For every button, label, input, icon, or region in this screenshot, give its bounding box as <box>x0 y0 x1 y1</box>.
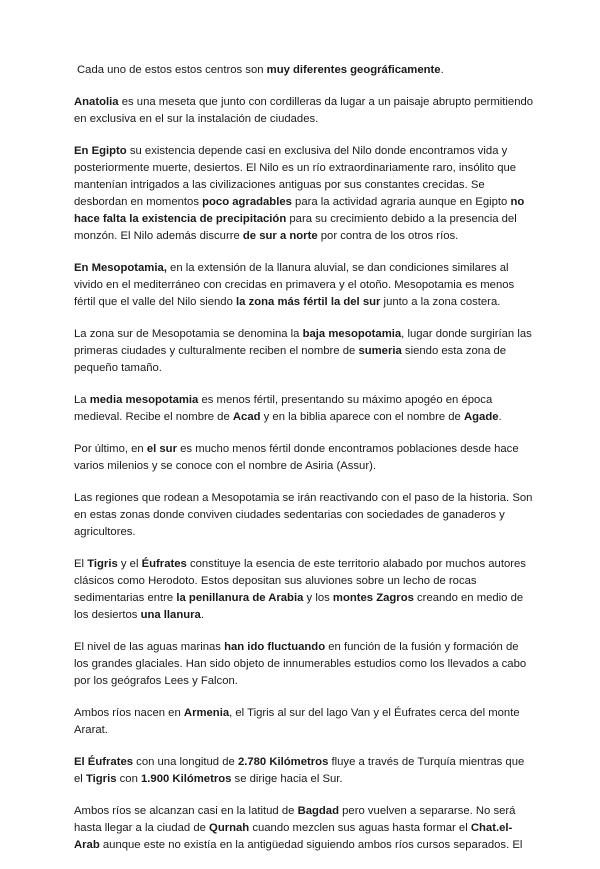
body-text: para su crecimiento debido a la presencia del monzón. El Nilo además discurre <box>74 213 517 242</box>
body-text: en la extensión de la llanura aluvial, se dan condiciones similares al vivido en el mediterráneo con crecidas en primavera y el otoño. Mesopotamia es menos fértil que el valle del Nilo siendo <box>74 262 515 308</box>
paragraph <box>74 143 534 245</box>
paragraph <box>74 639 534 690</box>
body-text: La <box>74 394 90 406</box>
bold-text: sumeria <box>358 345 402 357</box>
bold-text: media mesopotamia <box>89 394 199 406</box>
body-text: . <box>200 609 204 621</box>
body-text: . <box>440 64 444 76</box>
body-text: constituye la esencia de este territorio alabado por muchos autores clásicos como Herodoto. Estos depositan sus aluviones sobre un lecho de rocas sedimentarias entre <box>74 558 526 604</box>
body-text: es menos fértil, presentando su máximo apogéo en época medieval. Recibe el nombre de <box>74 394 493 423</box>
bold-text: El Éufrates <box>74 756 134 768</box>
body-text: en función de la fusión y formación de los grandes glaciales. Han sido objeto de innumerables estudios como los llevados a cabo por los geógrafos Lees y Falcon. <box>74 641 527 687</box>
body-text: Las regiones que rodean a Mesopotamia se irán reactivando con el paso de la historia. Son en estas zonas donde conviven ciudades sedentarias con sociedades de ganaderos y agricultores. <box>74 492 533 538</box>
paragraph <box>74 94 534 128</box>
paragraph <box>74 705 534 739</box>
paragraph <box>74 441 534 475</box>
bold-text: En Egipto <box>74 145 127 157</box>
body-text: su existencia depende casi en exclusiva del Nilo donde encontramos vida y posteriormente muerte, desiertos. El Nilo es un río extraordinariamente raro, insólito que mantenían intrigados a las civilizaciones antiguas por sus constantes crecidas. Se desbordan en momentos <box>74 145 517 208</box>
body-text: El nivel de las aguas marinas <box>74 641 225 653</box>
body-text: , el Tigris al sur del lago Van y el Éufrates cerca del monte Ararat. <box>74 707 520 736</box>
body-text: La zona sur de Mesopotamia se denomina la <box>74 328 303 340</box>
bold-text: poco agradables <box>202 196 292 208</box>
body-text: junto a la zona costera. <box>380 296 501 308</box>
body-text: y en la biblia aparece con el nombre de <box>260 411 464 423</box>
bold-text: baja mesopotamia <box>302 328 402 340</box>
paragraph <box>74 754 534 788</box>
body-text: , lugar donde surgirían las primeras ciudades y culturalmente reciben el nombre de <box>74 328 532 357</box>
body-text: Ambos ríos nacen en <box>74 707 184 719</box>
paragraph <box>77 62 534 79</box>
body-text: por contra de los otros ríos. <box>317 230 459 242</box>
body-text: cuando mezclen sus aguas hasta formar el <box>249 822 471 834</box>
bold-text: han ido fluctuando <box>224 641 326 653</box>
bold-text: Anatolia <box>74 96 119 108</box>
paragraph <box>74 392 534 426</box>
bold-text: Agade <box>463 411 499 423</box>
bold-text: la penillanura de Arabia <box>176 592 304 604</box>
bold-text: Tigris <box>87 558 118 570</box>
body-text: siendo esta zona de pequeño tamaño. <box>74 345 507 374</box>
bold-text: Armenia <box>183 707 230 719</box>
bold-text: el sur <box>146 443 177 455</box>
paragraph <box>74 490 534 541</box>
body-text: para la actividad agraria aunque en Egipto <box>291 196 511 208</box>
bold-text: Éufrates <box>141 558 187 570</box>
bold-text: Qurnah <box>209 822 250 834</box>
paragraph <box>74 556 534 624</box>
body-text: y los <box>303 592 333 604</box>
body-text: Por último, en <box>74 443 147 455</box>
body-text: es una meseta que junto con cordilleras da lugar a un paisaje abrupto permitiendo en exclusiva en el sur la instalación de ciudades. <box>74 96 534 125</box>
bold-text: 1.900 Kilómetros <box>141 773 232 785</box>
document-page <box>74 62 534 869</box>
body-text: Cada uno de estos estos centros son <box>77 64 267 76</box>
bold-text: muy diferentes geográficamente <box>266 64 441 76</box>
bold-text: Tigris <box>85 773 117 785</box>
bold-text: no hace falta la existencia de precipitación <box>74 196 525 225</box>
body-text: es mucho menos fértil donde encontramos poblaciones desde hace varios milenios y se conoce con el nombre de Asiria (Assur). <box>74 443 519 472</box>
paragraph <box>74 326 534 377</box>
body-text: creando en medio de los desiertos <box>74 592 524 621</box>
bold-text: Chat.el-Arab <box>74 822 513 851</box>
bold-text: montes Zagros <box>332 592 414 604</box>
body-text: . <box>498 411 502 423</box>
bold-text: En Mesopotamia, <box>74 262 167 274</box>
body-text: Ambos ríos se alcanzan casi en la latitud de <box>74 805 298 817</box>
paragraph <box>74 260 534 311</box>
paragraph <box>74 803 534 854</box>
body-text: pero vuelven a separarse. No será hasta llegar a la ciudad de <box>74 805 516 834</box>
bold-text: Acad <box>232 411 261 423</box>
bold-text: la zona más fértil la del sur <box>236 296 381 308</box>
body-text: y el <box>117 558 142 570</box>
body-text: fluye a través de Turquía mientras que el <box>74 756 525 785</box>
bold-text: 2.780 Kilómetros <box>237 756 329 768</box>
body-text: con una longitud de <box>133 756 238 768</box>
bold-text: Bagdad <box>297 805 339 817</box>
body-text: El <box>74 558 88 570</box>
body-text: se dirige hacia el Sur. <box>231 773 343 785</box>
bold-text: una llanura <box>140 609 201 621</box>
body-text: con <box>116 773 141 785</box>
body-text: aunque este no existía en la antigüedad siguiendo ambos ríos cursos separados. El <box>99 839 523 851</box>
bold-text: de sur a norte <box>242 230 318 242</box>
